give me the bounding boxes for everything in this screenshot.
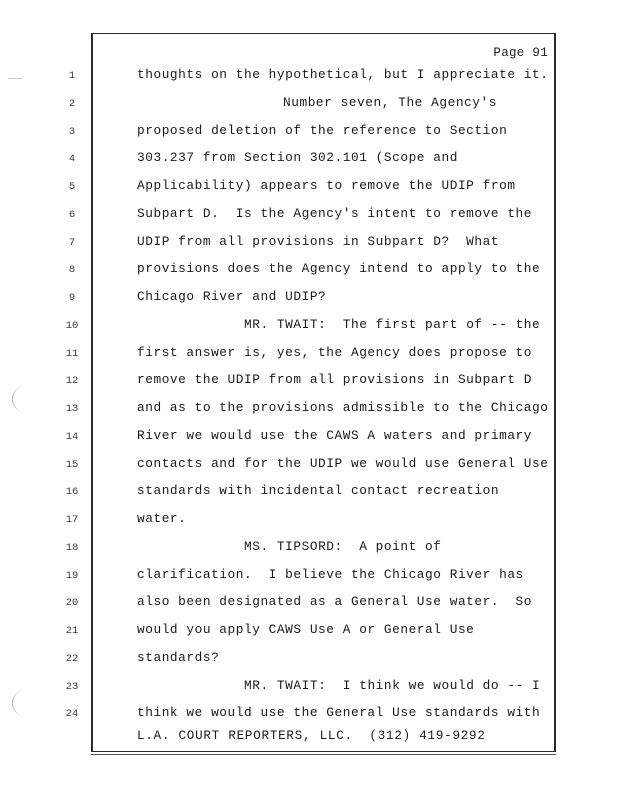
transcript-line: MR. TWAIT: The first part of -- the [244,317,541,332]
binder-hole-mark [12,690,27,716]
line-number: 4 [68,153,76,165]
transcript-line: clarification. I believe the Chicago River has [137,567,524,582]
line-number: 12 [65,375,79,387]
transcript-line: contacts and for the UDIP we would use General Use [137,456,549,471]
transcript-line: proposed deletion of the reference to Section [137,123,508,138]
transcript-line: thoughts on the hypothetical, but I appreciate it. [137,67,549,82]
transcript-line: Number seven, The Agency's [283,95,497,110]
transcript-line: MS. TIPSORD: A point of [244,539,442,554]
line-number: 20 [65,597,79,609]
transcript-line: also been designated as a General Use water. So [137,594,533,609]
line-number: 15 [65,459,79,471]
line-number: 3 [68,126,76,138]
line-number: 18 [65,542,79,554]
line-number: 1 [68,70,76,82]
transcript-line: standards? [137,650,220,665]
transcript-line: standards with incidental contact recreation [137,483,500,498]
line-number: 7 [68,237,76,249]
transcript-frame [91,33,556,752]
transcript-line: River we would use the CAWS A waters and primary [137,428,533,443]
line-number: 17 [65,514,79,526]
line-number: 10 [65,320,79,332]
transcript-line: think we would use the General Use standards with [137,705,541,720]
court-reporter-footer: L.A. COURT REPORTERS, LLC. (312) 419-9292 [137,729,486,743]
line-number: 19 [65,570,79,582]
page-number: Page 91 [493,46,548,60]
transcript-line: Chicago River and UDIP? [137,289,327,304]
scan-mark [8,78,22,79]
line-number: 16 [65,486,79,498]
line-number: 13 [65,403,79,415]
transcript-line: Applicability) appears to remove the UDIP from [137,178,516,193]
frame-bottom-rule [91,754,556,755]
line-number: 8 [68,264,76,276]
line-number: 23 [65,681,79,693]
transcript-line: and as to the provisions admissible to the Chicago [137,400,549,415]
transcript-line: remove the UDIP from all provisions in Subpart D [137,372,533,387]
line-number: 21 [65,625,79,637]
line-number: 11 [65,348,79,360]
line-number: 2 [68,98,76,110]
transcript-line: Subpart D. Is the Agency's intent to remove the [137,206,533,221]
transcript-line: would you apply CAWS Use A or General Use [137,622,475,637]
line-number: 5 [68,181,76,193]
transcript-line: 303.237 from Section 302.101 (Scope and [137,150,458,165]
line-number: 14 [65,431,79,443]
line-number: 9 [68,292,76,304]
transcript-line: first answer is, yes, the Agency does propose to [137,345,533,360]
transcript-line: MR. TWAIT: I think we would do -- I [244,678,541,693]
line-number: 6 [68,209,76,221]
binder-hole-mark [12,386,27,412]
transcript-line: provisions does the Agency intend to apply to the [137,261,541,276]
line-number: 22 [65,653,79,665]
line-number: 24 [65,708,79,720]
transcript-line: water. [137,511,187,526]
transcript-line: UDIP from all provisions in Subpart D? What [137,234,500,249]
